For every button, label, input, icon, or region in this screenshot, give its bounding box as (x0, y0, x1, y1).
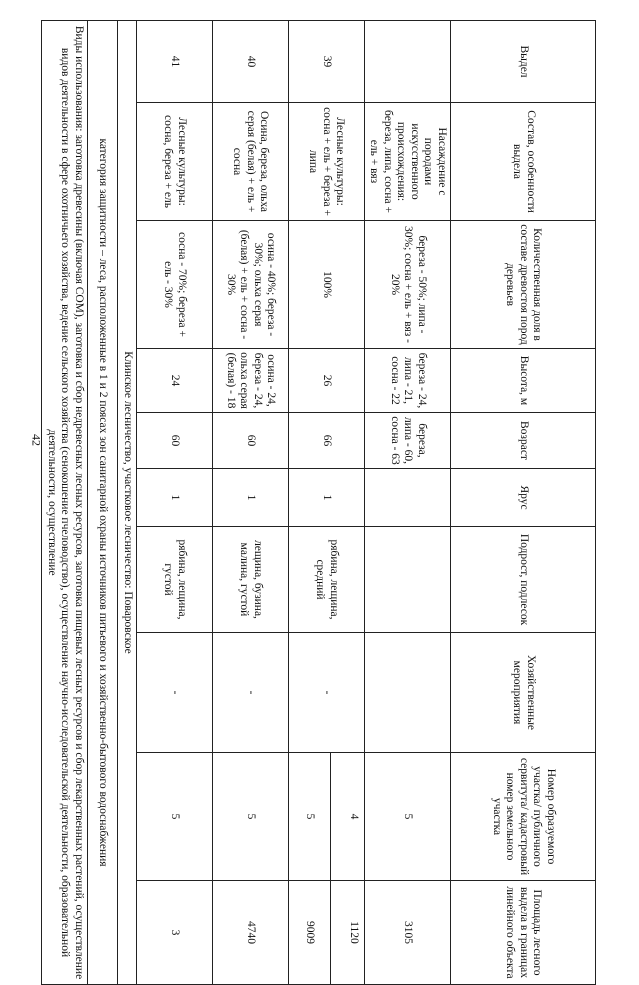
cell-tier (364, 469, 450, 527)
cell-age: 60 (136, 413, 212, 469)
cell-share: 100% (288, 221, 364, 349)
forest-table (41, 20, 596, 985)
cell-easement-number: 5 (136, 753, 212, 881)
cell-area: 4740 (212, 881, 288, 985)
cell-easement-number-split (288, 753, 364, 881)
cell-share: береза - 50%; липа - 30%; сосна + ель + вяз - 20% (364, 221, 450, 349)
cell-height: 24 (136, 349, 212, 413)
cell-undergrowth: рябина, лещина, густой (136, 527, 212, 633)
table-row (136, 21, 212, 985)
cell-tier: 1 (212, 469, 288, 527)
page-number: 42 (29, 434, 44, 446)
cell-share: осина - 40%; береза - 30%; ольха серая (белая) + ель + сосна - 30% (212, 221, 288, 349)
cell-activities: - (136, 633, 212, 753)
table-row (288, 21, 364, 985)
cell-height: 26 (288, 349, 364, 413)
category-note: категория защитности – леса, расположенные в 1 и 2 поясах зон санитарной охраны источников питьевого и хозяйственно-бытового водоснабжения (88, 21, 118, 985)
note-row-category (88, 21, 118, 985)
cell-area-2: 9009 (289, 881, 332, 984)
cell-section: 39 (288, 21, 364, 103)
cell-easement-number-2: 5 (289, 753, 332, 880)
cell-age: 66 (288, 413, 364, 469)
header-height: Высота, м (451, 349, 596, 413)
header-activities: Хозяйственные мероприятия (451, 633, 596, 753)
cell-activities (364, 633, 450, 753)
cell-share: сосна - 70%; береза + ель - 30% (136, 221, 212, 349)
cell-undergrowth: лещина, бузина, малина, густой (212, 527, 288, 633)
note-row-forestry (118, 21, 137, 985)
table-row (212, 21, 288, 985)
cell-composition: Лесные культуры: сосна, береза + ель (136, 103, 212, 221)
cell-composition: Осина, береза, ольха серая (белая) + ель + сосна (212, 103, 288, 221)
cell-tier: 1 (288, 469, 364, 527)
cell-section: 40 (212, 21, 288, 103)
cell-activities: - (212, 633, 288, 753)
cell-easement-number: 5 (364, 753, 450, 881)
cell-composition: Лесные культуры: сосна + ель + береза + липа (288, 103, 364, 221)
cell-undergrowth (364, 527, 450, 633)
cell-height: береза - 24, липа - 21, сосна - 22 (364, 349, 450, 413)
cell-easement-number: 5 (212, 753, 288, 881)
cell-area-split (288, 881, 364, 985)
header-share: Количественная доля в составе древостоя пород деревьев (451, 221, 596, 349)
cell-height: осина - 24, береза - 24, ольха серая (белая) - 18 (212, 349, 288, 413)
cell-section (364, 21, 450, 103)
table-row (364, 21, 450, 985)
cell-area: 1120 (347, 921, 360, 944)
uses-note: Виды использования: заготовка древесины (включая СОМ), заготовка и сбор недревесных лесных ресурсов, заготовка пищевых лесных ресурсов и сбор лекарственных растений, осуществление видов деятельности в сфере охотничьего хозяйства, ведение сельского хозяйства (сенокошение пчеловодство), осуществление научно-исследовательской деятельности, образовательной деятельности, осуществление (42, 21, 88, 985)
cell-area: 3105 (364, 881, 450, 985)
forestry-note: Клинское лесничество, участковое лесничество: Поваровское (118, 21, 137, 985)
cell-activities: - (288, 633, 364, 753)
cell-easement-number: 4 (347, 813, 360, 820)
rotated-scan (45, 20, 596, 980)
header-area: Площадь лесного выдела в границах линейного объекта (451, 881, 596, 985)
header-row (451, 21, 596, 985)
cell-age: 60 (212, 413, 288, 469)
note-row-uses (42, 21, 88, 985)
header-age: Возраст (451, 413, 596, 469)
cell-undergrowth: рябина, лещина, средний (288, 527, 364, 633)
header-undergrowth: Подрост, подлесок (451, 527, 596, 633)
header-tier: Ярус (451, 469, 596, 527)
cell-tier: 1 (136, 469, 212, 527)
header-composition: Состав, особенности выдела (451, 103, 596, 221)
cell-age: береза, липа - 60, сосна - 63 (364, 413, 450, 469)
header-easement-number: Номер образуемого участка/ публичного сервитута/ кадастровый номер земельного участка (451, 753, 596, 881)
cell-area: 3 (136, 881, 212, 985)
header-section: Выдел (451, 21, 596, 103)
cell-section: 41 (136, 21, 212, 103)
cell-composition: Насаждение с породами искусственного происхождения: береза, липа, сосна + ель + вяз (364, 103, 450, 221)
